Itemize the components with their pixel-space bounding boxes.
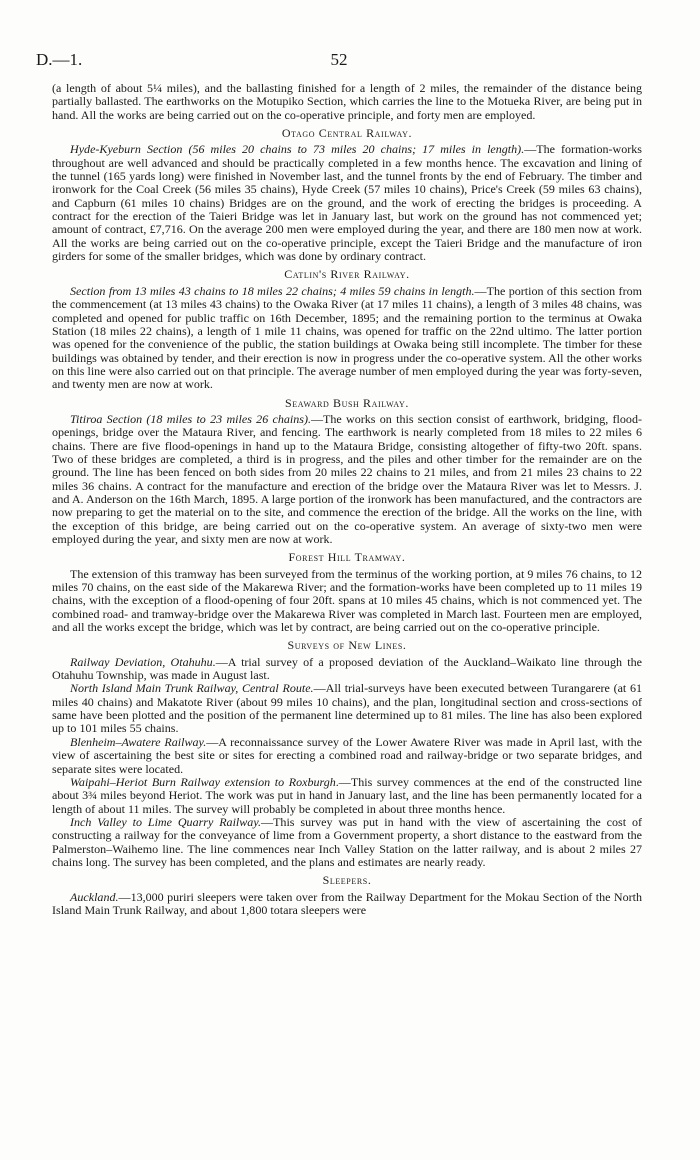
survey-lead: Inch Valley to Lime Quarry Railway. — [70, 814, 262, 829]
survey-item — [52, 682, 642, 735]
forest-paragraph: The extension of this tramway has been surveyed from the terminus of the working portion, at 9 miles 76 chains, to 12 miles 70 chains, on the east side of the Makarewa River; and the formation-works have been completed up to 11 miles 19 chains, with the exception of a flood-opening of four 20ft. spans at 10 miles 45 chains, which is not commenced yet. The combined road- and tramway-bridge over the Makarewa River was completed in March last. Fourteen men are employed, and all the works except the bridge, which was let by contract, are being carried out on the co-operative principle. — [52, 566, 642, 635]
survey-text: .—This survey commences at the end of the constructed line about 3¾ miles beyond Heriot. The work was put in hand in January last, and the line has been permanently located for a length of about 11 miles. The survey will probably be completed in about three months hence. — [52, 774, 642, 816]
survey-item — [52, 816, 642, 869]
forest-heading: Forest Hill Tramway. — [288, 550, 406, 565]
sleepers-paragraph — [52, 891, 642, 918]
survey-text: —A reconnaissance survey of the Lower Awatere River was made in April last, with the view of ascertaining the best site or sites for erecting a combined road and railway-bridge or two separate bridges, and separate sites were located. — [52, 734, 642, 776]
sleepers-text: —13,000 puriri sleepers were taken over from the Railway Department for the Mokau Section of the North Island Main Trunk Railway, and about 1,800 totara sleepers were — [52, 889, 642, 917]
sleepers-lead: Auckland. — [70, 889, 119, 904]
survey-text: —All trial-surveys have been executed between Turangarere (at 61 miles 40 chains) and Makatote River (about 99 miles 10 chains), and the plan, longitudinal section and cross-sections of same have been plotted and the position of the permanent line determined up to 81 miles. The line has also been explored up to 101 miles 55 chains. — [52, 681, 643, 736]
survey-item — [52, 656, 642, 683]
catlins-heading: Catlin's River Railway. — [284, 267, 410, 282]
seaward-paragraph — [52, 413, 642, 546]
survey-text: —This survey was put in hand with the view of ascertaining the cost of constructing a railway for the conveyance of lime from a Government property, a short distance to the eastward from the Palmerston–Waihemo line. The line commences near Inch Valley Station on the latter railway, and is about 2 miles 27 chains long. The survey has been completed, and the plans and estimates are nearly ready. — [52, 814, 642, 869]
sleepers-heading: Sleepers. — [322, 873, 372, 888]
page-body — [52, 82, 642, 917]
catlins-lead: Section from 13 miles 43 chains to 18 miles 22 chains; 4 miles 59 chains in length. — [70, 283, 475, 298]
otago-heading: Otago Central Railway. — [281, 126, 413, 141]
survey-lead: Waipahi–Heriot Burn Railway extension to Roxburgh — [70, 774, 336, 789]
seaward-text: —The works on this section consist of earthwork, bridging, flood-openings, bridge over the Mataura River, and fencing. The earthwork is nearly completed from 18 miles to 22 miles 6 chains. There are five flood-openings in hand up to the Mataura Bridge, consisting altogether of fifty-two 20ft. spans. Two of these bridges are completed, a third is in progress, and the piles and other timber for the remainder are on the ground. The line has been fenced on both sides from 20 miles 22 chains to 21 miles, and from 21 miles 23 chains to 22 miles 36 chains. A contract for the manufacture and erection of the bridge over the Mataura River was let to Messrs. J. and A. Anderson on the 16th March, 1895. A large portion of the ironwork has been manufactured, and the contractors are now preparing to get the material on to the site, and commence the erection of the bridge. All the works on the line, with the exception of this bridge, are being carried out on the co-operative system. An average of sixty-two men were employed during the year, and sixty men are now at work. — [52, 411, 642, 546]
catlins-text: —The portion of this section from the commencement (at 13 miles 43 chains) to the Owaka River (at 17 miles 11 chains), a length of 3 miles 48 chains, was completed and opened for public traffic on 16th December, 1895; and the remaining portion to the terminus at Owaka Station (18 miles 22 chains), a length of 1 mile 11 chains, was opened for traffic on the 22nd ultimo. The latter portion was opened for the convenience of the public, the station buildings at Owaka being still incomplete. The timber for these buildings was obtained by tender, and their erection is now in progress under the co-operative system. All the other works on this line were also carried out on that principle. The average number of men employed during the year was forty-seven, and twenty men are now at work. — [52, 283, 642, 392]
intro-paragraph: (a length of about 5¼ miles), and the ballasting finished for a length of 2 miles, the remainder of the distance being partially ballasted. The earthworks on the Motupiko Section, which carries the line to the Motueka River, are being put in hand. All the works are being carried out on the co-operative principle, and forty men are employed. — [52, 81, 642, 122]
surveys-heading: Surveys of New Lines. — [287, 638, 407, 653]
survey-lead: Railway Deviation, Otahuhu. — [70, 654, 216, 669]
survey-item — [52, 736, 642, 776]
survey-text: —A trial survey of a proposed deviation of the Auckland–Waikato line through the Otahuhu Township, was made in August last. — [52, 654, 642, 683]
seaward-lead: Titiroa Section (18 miles to 23 miles 26 chains). — [70, 411, 311, 426]
document-reference: D.—1. — [36, 50, 83, 69]
otago-text: —The formation-works throughout are well advanced and should be practically completed in a few months hence. The excavation and lining of the tunnel (165 yards long) were finished in November last, and the tunnel fronts by the end of February. The timber and ironwork for the Coal Creek (56 miles 35 chains), Hyde Creek (57 miles 10 chains), Price's Creek (59 miles 63 chains), and Capburn (61 miles 10 chains) Bridges are on the ground, and the work of erecting the bridges is proceeding. A contract for the erection of the Taieri Bridge was let in January last, but work on the ground has not commenced yet; amount of contract, £7,716. On the average 200 men were employed during the year, and there are 180 men now at work. All the works are being carried out on the co-operative principle, except the Taieri Bridge and the manufacture of iron girders for some of the smaller bridges, which was done by ordinary contract. — [52, 142, 642, 264]
page-number: 52 — [330, 50, 348, 69]
catlins-paragraph — [52, 285, 642, 392]
otago-paragraph — [52, 143, 642, 263]
page-header — [36, 50, 642, 72]
survey-lead: Blenheim–Awatere Railway. — [70, 734, 207, 749]
survey-item — [52, 776, 642, 816]
survey-lead: North Island Main Trunk Railway, Central Route. — [70, 681, 314, 696]
seaward-heading: Seaward Bush Railway. — [284, 395, 410, 410]
otago-lead: Hyde-Kyeburn Section (56 miles 20 chains to 73 miles 20 chains; 17 miles in length). — [70, 142, 525, 157]
